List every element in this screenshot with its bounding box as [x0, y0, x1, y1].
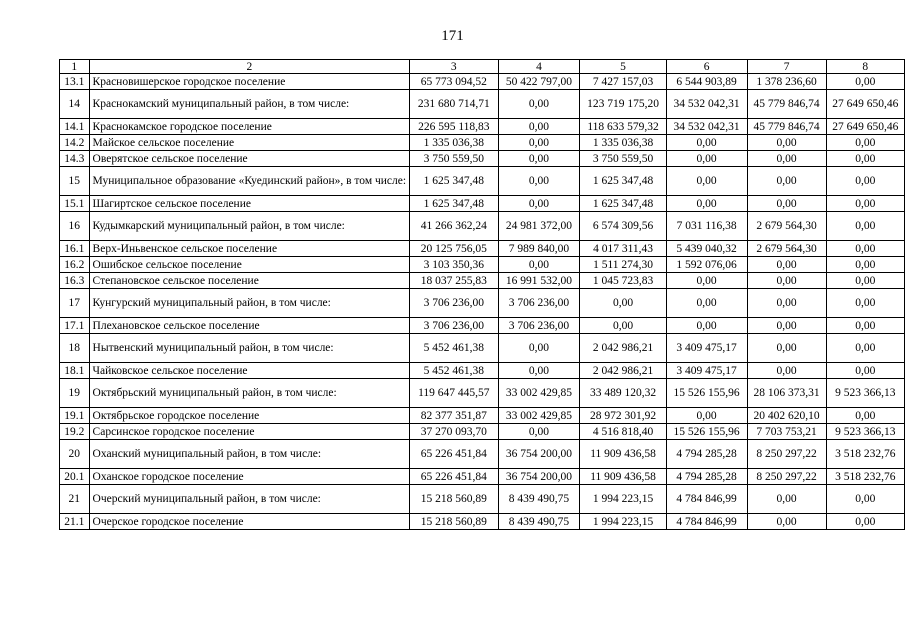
value-col-7: 8 250 297,22	[747, 469, 826, 485]
value-col-8: 0,00	[826, 241, 904, 257]
value-col-7: 0,00	[747, 196, 826, 212]
value-col-6: 15 526 155,96	[666, 379, 747, 408]
value-col-5: 2 042 986,21	[580, 334, 666, 363]
table-row	[60, 363, 905, 379]
municipality-name: Нытвенский муниципальный район, в том числе:	[89, 334, 410, 363]
value-col-8: 0,00	[826, 196, 904, 212]
value-col-4: 0,00	[498, 119, 580, 135]
value-col-8: 0,00	[826, 514, 904, 530]
value-col-5: 1 625 347,48	[580, 167, 666, 196]
table-row	[60, 379, 905, 408]
value-col-6: 4 794 285,28	[666, 440, 747, 469]
value-col-5: 1 994 223,15	[580, 514, 666, 530]
row-number: 13.1	[60, 74, 90, 90]
value-col-3: 119 647 445,57	[410, 379, 498, 408]
value-col-6: 0,00	[666, 167, 747, 196]
value-col-8: 9 523 366,13	[826, 424, 904, 440]
value-col-4: 0,00	[498, 90, 580, 119]
value-col-3: 3 706 236,00	[410, 289, 498, 318]
value-col-6: 15 526 155,96	[666, 424, 747, 440]
value-col-6: 0,00	[666, 289, 747, 318]
value-col-3: 65 773 094,52	[410, 74, 498, 90]
municipality-name: Чайковское сельское поселение	[89, 363, 410, 379]
value-col-6: 4 784 846,99	[666, 485, 747, 514]
value-col-5: 2 042 986,21	[580, 363, 666, 379]
municipality-name: Краснокамский муниципальный район, в том числе:	[89, 90, 410, 119]
municipality-name: Сарсинское городское поселение	[89, 424, 410, 440]
value-col-7: 7 703 753,21	[747, 424, 826, 440]
value-col-4: 36 754 200,00	[498, 469, 580, 485]
value-col-7: 28 106 373,31	[747, 379, 826, 408]
table-row	[60, 334, 905, 363]
column-header: 6	[666, 60, 747, 74]
municipality-name: Красновишерское городское поселение	[89, 74, 410, 90]
value-col-7: 0,00	[747, 485, 826, 514]
page-number: 171	[441, 28, 464, 44]
value-col-3: 65 226 451,84	[410, 440, 498, 469]
municipality-name: Верх-Иньвенское сельское поселение	[89, 241, 410, 257]
value-col-3: 5 452 461,38	[410, 334, 498, 363]
row-number: 14.2	[60, 135, 90, 151]
row-number: 21	[60, 485, 90, 514]
value-col-4: 50 422 797,00	[498, 74, 580, 90]
row-number: 16.2	[60, 257, 90, 273]
row-number: 21.1	[60, 514, 90, 530]
value-col-5: 7 427 157,03	[580, 74, 666, 90]
value-col-7: 1 378 236,60	[747, 74, 826, 90]
municipality-name: Оханское городское поселение	[89, 469, 410, 485]
table-row	[60, 273, 905, 289]
table-row	[60, 212, 905, 241]
value-col-5: 11 909 436,58	[580, 469, 666, 485]
value-col-6: 0,00	[666, 408, 747, 424]
value-col-3: 65 226 451,84	[410, 469, 498, 485]
value-col-8: 0,00	[826, 318, 904, 334]
value-col-5: 1 994 223,15	[580, 485, 666, 514]
table-row	[60, 257, 905, 273]
value-col-4: 0,00	[498, 167, 580, 196]
column-header: 1	[60, 60, 90, 74]
table-row	[60, 514, 905, 530]
value-col-5: 0,00	[580, 289, 666, 318]
value-col-8: 0,00	[826, 273, 904, 289]
value-col-8: 0,00	[826, 74, 904, 90]
row-number: 20	[60, 440, 90, 469]
value-col-6: 0,00	[666, 273, 747, 289]
value-col-3: 15 218 560,89	[410, 485, 498, 514]
value-col-3: 226 595 118,83	[410, 119, 498, 135]
value-col-7: 2 679 564,30	[747, 212, 826, 241]
value-col-6: 6 544 903,89	[666, 74, 747, 90]
value-col-4: 8 439 490,75	[498, 485, 580, 514]
column-header: 3	[410, 60, 498, 74]
value-col-8: 0,00	[826, 363, 904, 379]
value-col-8: 3 518 232,76	[826, 469, 904, 485]
value-col-7: 0,00	[747, 273, 826, 289]
table-row	[60, 74, 905, 90]
value-col-4: 0,00	[498, 151, 580, 167]
value-col-6: 34 532 042,31	[666, 119, 747, 135]
row-number: 17	[60, 289, 90, 318]
value-col-6: 3 409 475,17	[666, 334, 747, 363]
value-col-3: 3 103 350,36	[410, 257, 498, 273]
value-col-8: 27 649 650,46	[826, 119, 904, 135]
value-col-8: 9 523 366,13	[826, 379, 904, 408]
value-col-4: 3 706 236,00	[498, 318, 580, 334]
row-number: 14.3	[60, 151, 90, 167]
value-col-3: 41 266 362,24	[410, 212, 498, 241]
value-col-5: 4 017 311,43	[580, 241, 666, 257]
value-col-4: 0,00	[498, 135, 580, 151]
value-col-6: 5 439 040,32	[666, 241, 747, 257]
value-col-6: 0,00	[666, 151, 747, 167]
value-col-6: 0,00	[666, 135, 747, 151]
value-col-6: 0,00	[666, 196, 747, 212]
value-col-5: 11 909 436,58	[580, 440, 666, 469]
value-col-6: 34 532 042,31	[666, 90, 747, 119]
row-number: 14	[60, 90, 90, 119]
value-col-8: 0,00	[826, 334, 904, 363]
budget-table	[59, 59, 905, 530]
table-row	[60, 440, 905, 469]
municipality-name: Ошибское сельское поселение	[89, 257, 410, 273]
value-col-4: 0,00	[498, 424, 580, 440]
municipality-name: Степановское сельское поселение	[89, 273, 410, 289]
value-col-6: 0,00	[666, 318, 747, 334]
row-number: 15.1	[60, 196, 90, 212]
table-row	[60, 196, 905, 212]
municipality-name: Очерский муниципальный район, в том числе:	[89, 485, 410, 514]
value-col-7: 0,00	[747, 135, 826, 151]
table-row	[60, 90, 905, 119]
value-col-5: 118 633 579,32	[580, 119, 666, 135]
value-col-3: 3 750 559,50	[410, 151, 498, 167]
row-number: 16.1	[60, 241, 90, 257]
table-row	[60, 135, 905, 151]
row-number: 14.1	[60, 119, 90, 135]
municipality-name: Оханский муниципальный район, в том числе:	[89, 440, 410, 469]
column-header: 7	[747, 60, 826, 74]
value-col-3: 1 625 347,48	[410, 167, 498, 196]
column-header: 2	[89, 60, 410, 74]
value-col-8: 0,00	[826, 289, 904, 318]
row-number: 19.1	[60, 408, 90, 424]
table-row	[60, 167, 905, 196]
value-col-7: 8 250 297,22	[747, 440, 826, 469]
value-col-4: 0,00	[498, 257, 580, 273]
value-col-6: 3 409 475,17	[666, 363, 747, 379]
row-number: 16	[60, 212, 90, 241]
value-col-5: 1 045 723,83	[580, 273, 666, 289]
value-col-8: 0,00	[826, 257, 904, 273]
value-col-7: 20 402 620,10	[747, 408, 826, 424]
value-col-4: 24 981 372,00	[498, 212, 580, 241]
value-col-8: 0,00	[826, 212, 904, 241]
value-col-3: 231 680 714,71	[410, 90, 498, 119]
value-col-3: 1 625 347,48	[410, 196, 498, 212]
value-col-7: 0,00	[747, 514, 826, 530]
value-col-4: 0,00	[498, 363, 580, 379]
value-col-5: 123 719 175,20	[580, 90, 666, 119]
table-row	[60, 151, 905, 167]
municipality-name: Кудымкарский муниципальный район, в том числе:	[89, 212, 410, 241]
value-col-5: 33 489 120,32	[580, 379, 666, 408]
value-col-7: 0,00	[747, 151, 826, 167]
value-col-8: 0,00	[826, 167, 904, 196]
municipality-name: Очерское городское поселение	[89, 514, 410, 530]
value-col-3: 5 452 461,38	[410, 363, 498, 379]
value-col-8: 0,00	[826, 151, 904, 167]
table-row	[60, 318, 905, 334]
value-col-5: 1 511 274,30	[580, 257, 666, 273]
row-number: 17.1	[60, 318, 90, 334]
value-col-8: 27 649 650,46	[826, 90, 904, 119]
value-col-5: 0,00	[580, 318, 666, 334]
municipality-name: Оверятское сельское поселение	[89, 151, 410, 167]
value-col-4: 0,00	[498, 334, 580, 363]
table-row	[60, 241, 905, 257]
row-number: 20.1	[60, 469, 90, 485]
value-col-7: 0,00	[747, 289, 826, 318]
value-col-7: 0,00	[747, 334, 826, 363]
municipality-name: Октябрьское городское поселение	[89, 408, 410, 424]
value-col-5: 28 972 301,92	[580, 408, 666, 424]
value-col-4: 8 439 490,75	[498, 514, 580, 530]
row-number: 18	[60, 334, 90, 363]
row-number: 15	[60, 167, 90, 196]
value-col-4: 16 991 532,00	[498, 273, 580, 289]
value-col-6: 4 784 846,99	[666, 514, 747, 530]
value-col-6: 1 592 076,06	[666, 257, 747, 273]
table-row	[60, 408, 905, 424]
municipality-name: Октябрьский муниципальный район, в том числе:	[89, 379, 410, 408]
municipality-name: Кунгурский муниципальный район, в том числе:	[89, 289, 410, 318]
value-col-6: 7 031 116,38	[666, 212, 747, 241]
row-number: 19	[60, 379, 90, 408]
table-header-row	[60, 60, 905, 74]
value-col-3: 82 377 351,87	[410, 408, 498, 424]
row-number: 19.2	[60, 424, 90, 440]
value-col-7: 0,00	[747, 363, 826, 379]
value-col-4: 36 754 200,00	[498, 440, 580, 469]
value-col-8: 0,00	[826, 408, 904, 424]
value-col-7: 45 779 846,74	[747, 90, 826, 119]
value-col-5: 1 335 036,38	[580, 135, 666, 151]
row-number: 16.3	[60, 273, 90, 289]
municipality-name: Муниципальное образование «Куединский район», в том числе:	[89, 167, 410, 196]
column-header: 4	[498, 60, 580, 74]
value-col-6: 4 794 285,28	[666, 469, 747, 485]
value-col-5: 1 625 347,48	[580, 196, 666, 212]
value-col-3: 18 037 255,83	[410, 273, 498, 289]
value-col-4: 0,00	[498, 196, 580, 212]
value-col-3: 20 125 756,05	[410, 241, 498, 257]
value-col-4: 33 002 429,85	[498, 408, 580, 424]
table-row	[60, 485, 905, 514]
municipality-name: Шагиртское сельское поселение	[89, 196, 410, 212]
table-row	[60, 289, 905, 318]
value-col-5: 6 574 309,56	[580, 212, 666, 241]
value-col-8: 0,00	[826, 485, 904, 514]
value-col-4: 7 989 840,00	[498, 241, 580, 257]
value-col-7: 0,00	[747, 257, 826, 273]
table-row	[60, 469, 905, 485]
value-col-8: 0,00	[826, 135, 904, 151]
municipality-name: Майское сельское поселение	[89, 135, 410, 151]
value-col-3: 15 218 560,89	[410, 514, 498, 530]
value-col-4: 3 706 236,00	[498, 289, 580, 318]
municipality-name: Плехановское сельское поселение	[89, 318, 410, 334]
table-row	[60, 119, 905, 135]
column-header: 8	[826, 60, 904, 74]
value-col-4: 33 002 429,85	[498, 379, 580, 408]
value-col-7: 2 679 564,30	[747, 241, 826, 257]
value-col-5: 4 516 818,40	[580, 424, 666, 440]
value-col-7: 45 779 846,74	[747, 119, 826, 135]
municipality-name: Краснокамское городское поселение	[89, 119, 410, 135]
value-col-3: 3 706 236,00	[410, 318, 498, 334]
table-row	[60, 424, 905, 440]
value-col-7: 0,00	[747, 167, 826, 196]
column-header: 5	[580, 60, 666, 74]
row-number: 18.1	[60, 363, 90, 379]
value-col-7: 0,00	[747, 318, 826, 334]
value-col-8: 3 518 232,76	[826, 440, 904, 469]
value-col-5: 3 750 559,50	[580, 151, 666, 167]
value-col-3: 37 270 093,70	[410, 424, 498, 440]
value-col-3: 1 335 036,38	[410, 135, 498, 151]
